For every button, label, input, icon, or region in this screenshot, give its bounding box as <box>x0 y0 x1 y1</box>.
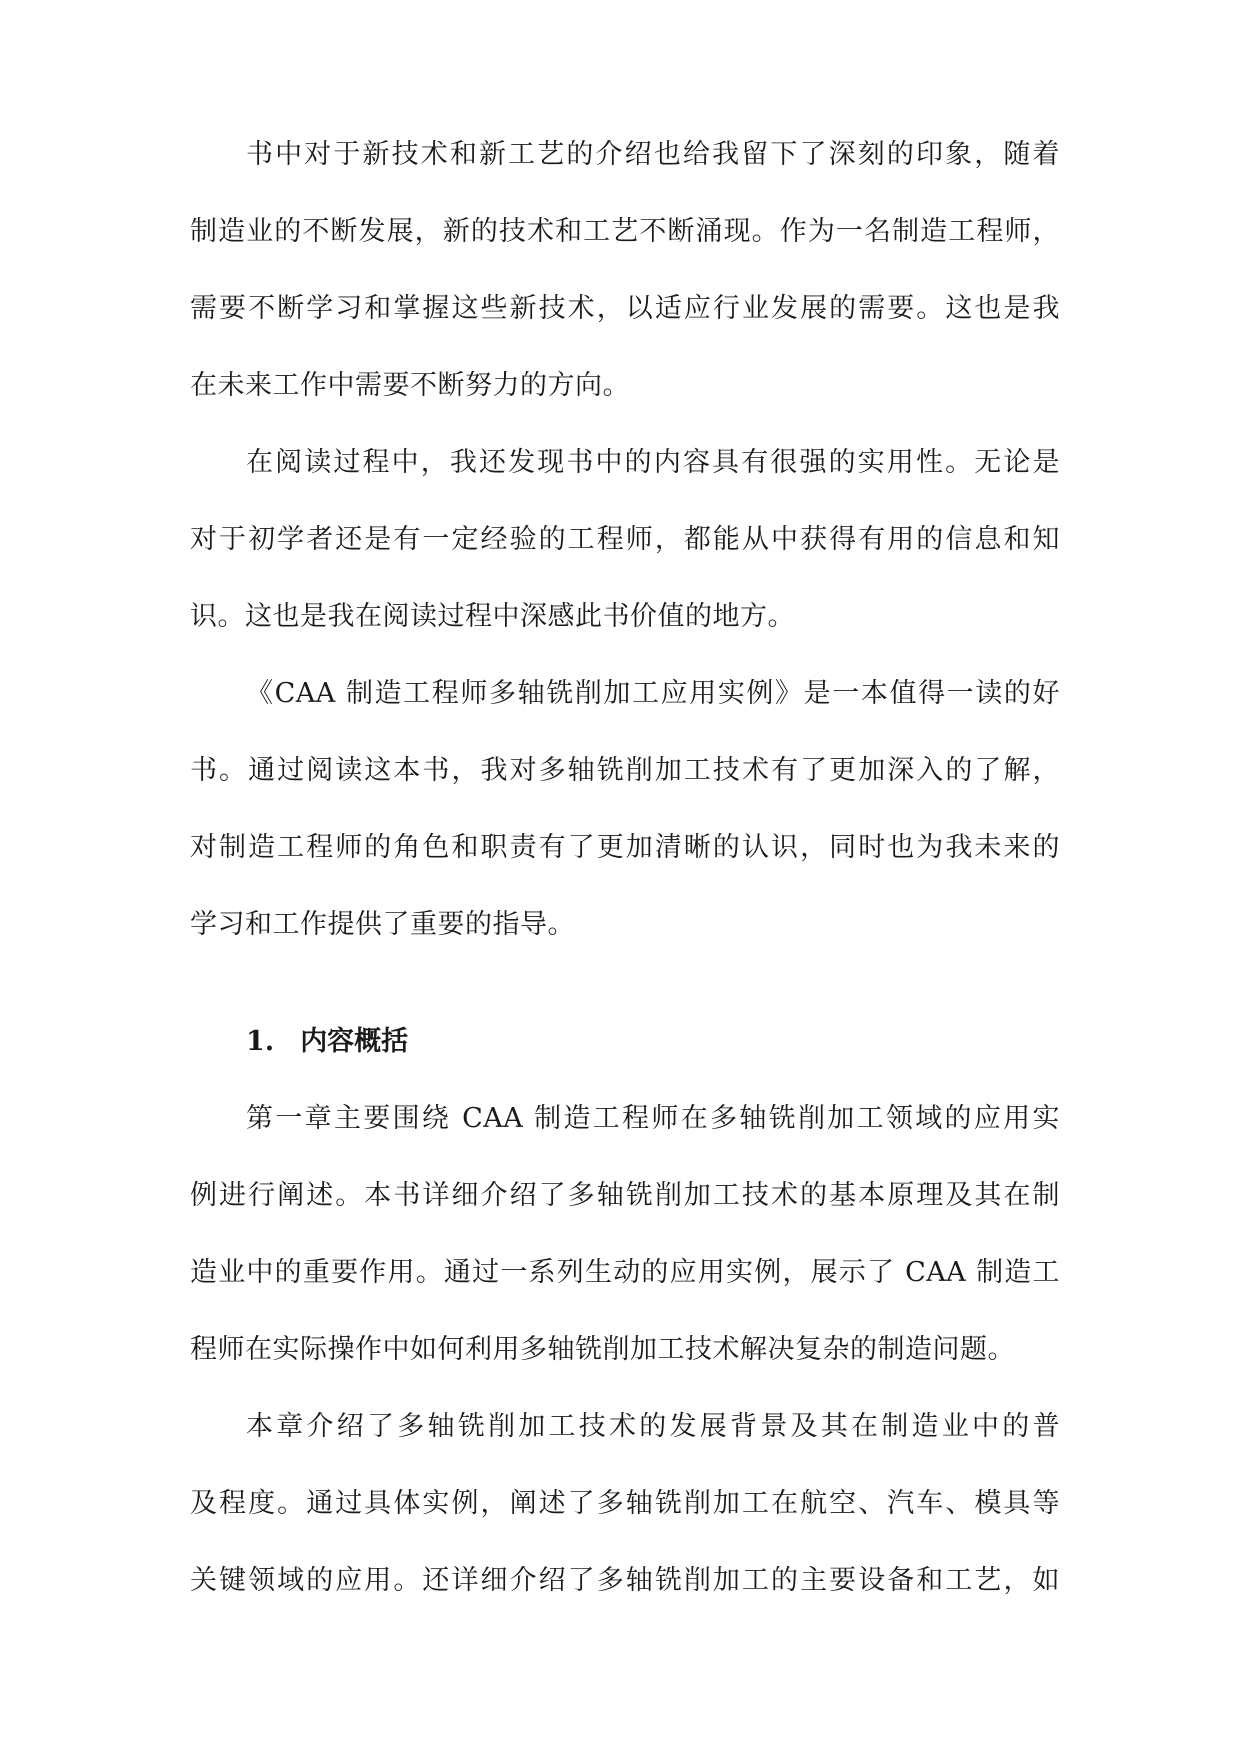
paragraph-2-line-2: 对于初学者还是有一定经验的工程师，都能从中获得有用的信息和知 <box>190 524 1060 555</box>
paragraph-3-line-4: 学习和工作提供了重要的指导。 <box>190 909 575 940</box>
section-paragraph-1-line-2: 例进行阐述。本书详细介绍了多轴铣削加工技术的基本原理及其在制 <box>190 1180 1060 1211</box>
paragraph-1-line-3: 需要不断学习和掌握这些新技术，以适应行业发展的需要。这也是我 <box>190 293 1060 324</box>
paragraph-3-line-3: 对制造工程师的角色和职责有了更加清晰的认识，同时也为我未来的 <box>190 832 1060 863</box>
section-paragraph-1-line-4: 程师在实际操作中如何利用多轴铣削加工技术解决复杂的制造问题。 <box>190 1334 1015 1365</box>
paragraph-1-line-4: 在未来工作中需要不断努力的方向。 <box>190 370 630 401</box>
paragraph-2-line-3: 识。这也是我在阅读过程中深感此书价值的地方。 <box>190 601 795 632</box>
section-paragraph-1-line-1: 第一章主要围绕 CAA 制造工程师在多轴铣削加工领域的应用实 <box>246 1103 1060 1134</box>
paragraph-1-line-1: 书中对于新技术和新工艺的介绍也给我留下了深刻的印象，随着 <box>246 139 1060 170</box>
section-heading <box>246 1020 408 1064</box>
paragraph-1-line-2: 制造业的不断发展，新的技术和工艺不断涌现。作为一名制造工程师， <box>190 216 1060 247</box>
section-number: 1. <box>246 1026 275 1057</box>
paragraph-3-line-1: 《CAA 制造工程师多轴铣削加工应用实例》是一本值得一读的好 <box>246 678 1060 709</box>
paragraph-2-line-1: 在阅读过程中，我还发现书中的内容具有很强的实用性。无论是 <box>246 447 1060 478</box>
section-title: 内容概括 <box>300 1026 409 1057</box>
section-paragraph-2-line-2: 及程度。通过具体实例，阐述了多轴铣削加工在航空、汽车、模具等 <box>190 1488 1060 1519</box>
paragraph-3-line-2: 书。通过阅读这本书，我对多轴铣削加工技术有了更加深入的了解， <box>190 755 1060 786</box>
section-paragraph-2-line-1: 本章介绍了多轴铣削加工技术的发展背景及其在制造业中的普 <box>246 1411 1060 1442</box>
section-paragraph-2-line-3: 关键领域的应用。还详细介绍了多轴铣削加工的主要设备和工艺，如 <box>190 1565 1060 1596</box>
section-paragraph-1-line-3: 造业中的重要作用。通过一系列生动的应用实例，展示了 CAA 制造工 <box>190 1257 1060 1288</box>
